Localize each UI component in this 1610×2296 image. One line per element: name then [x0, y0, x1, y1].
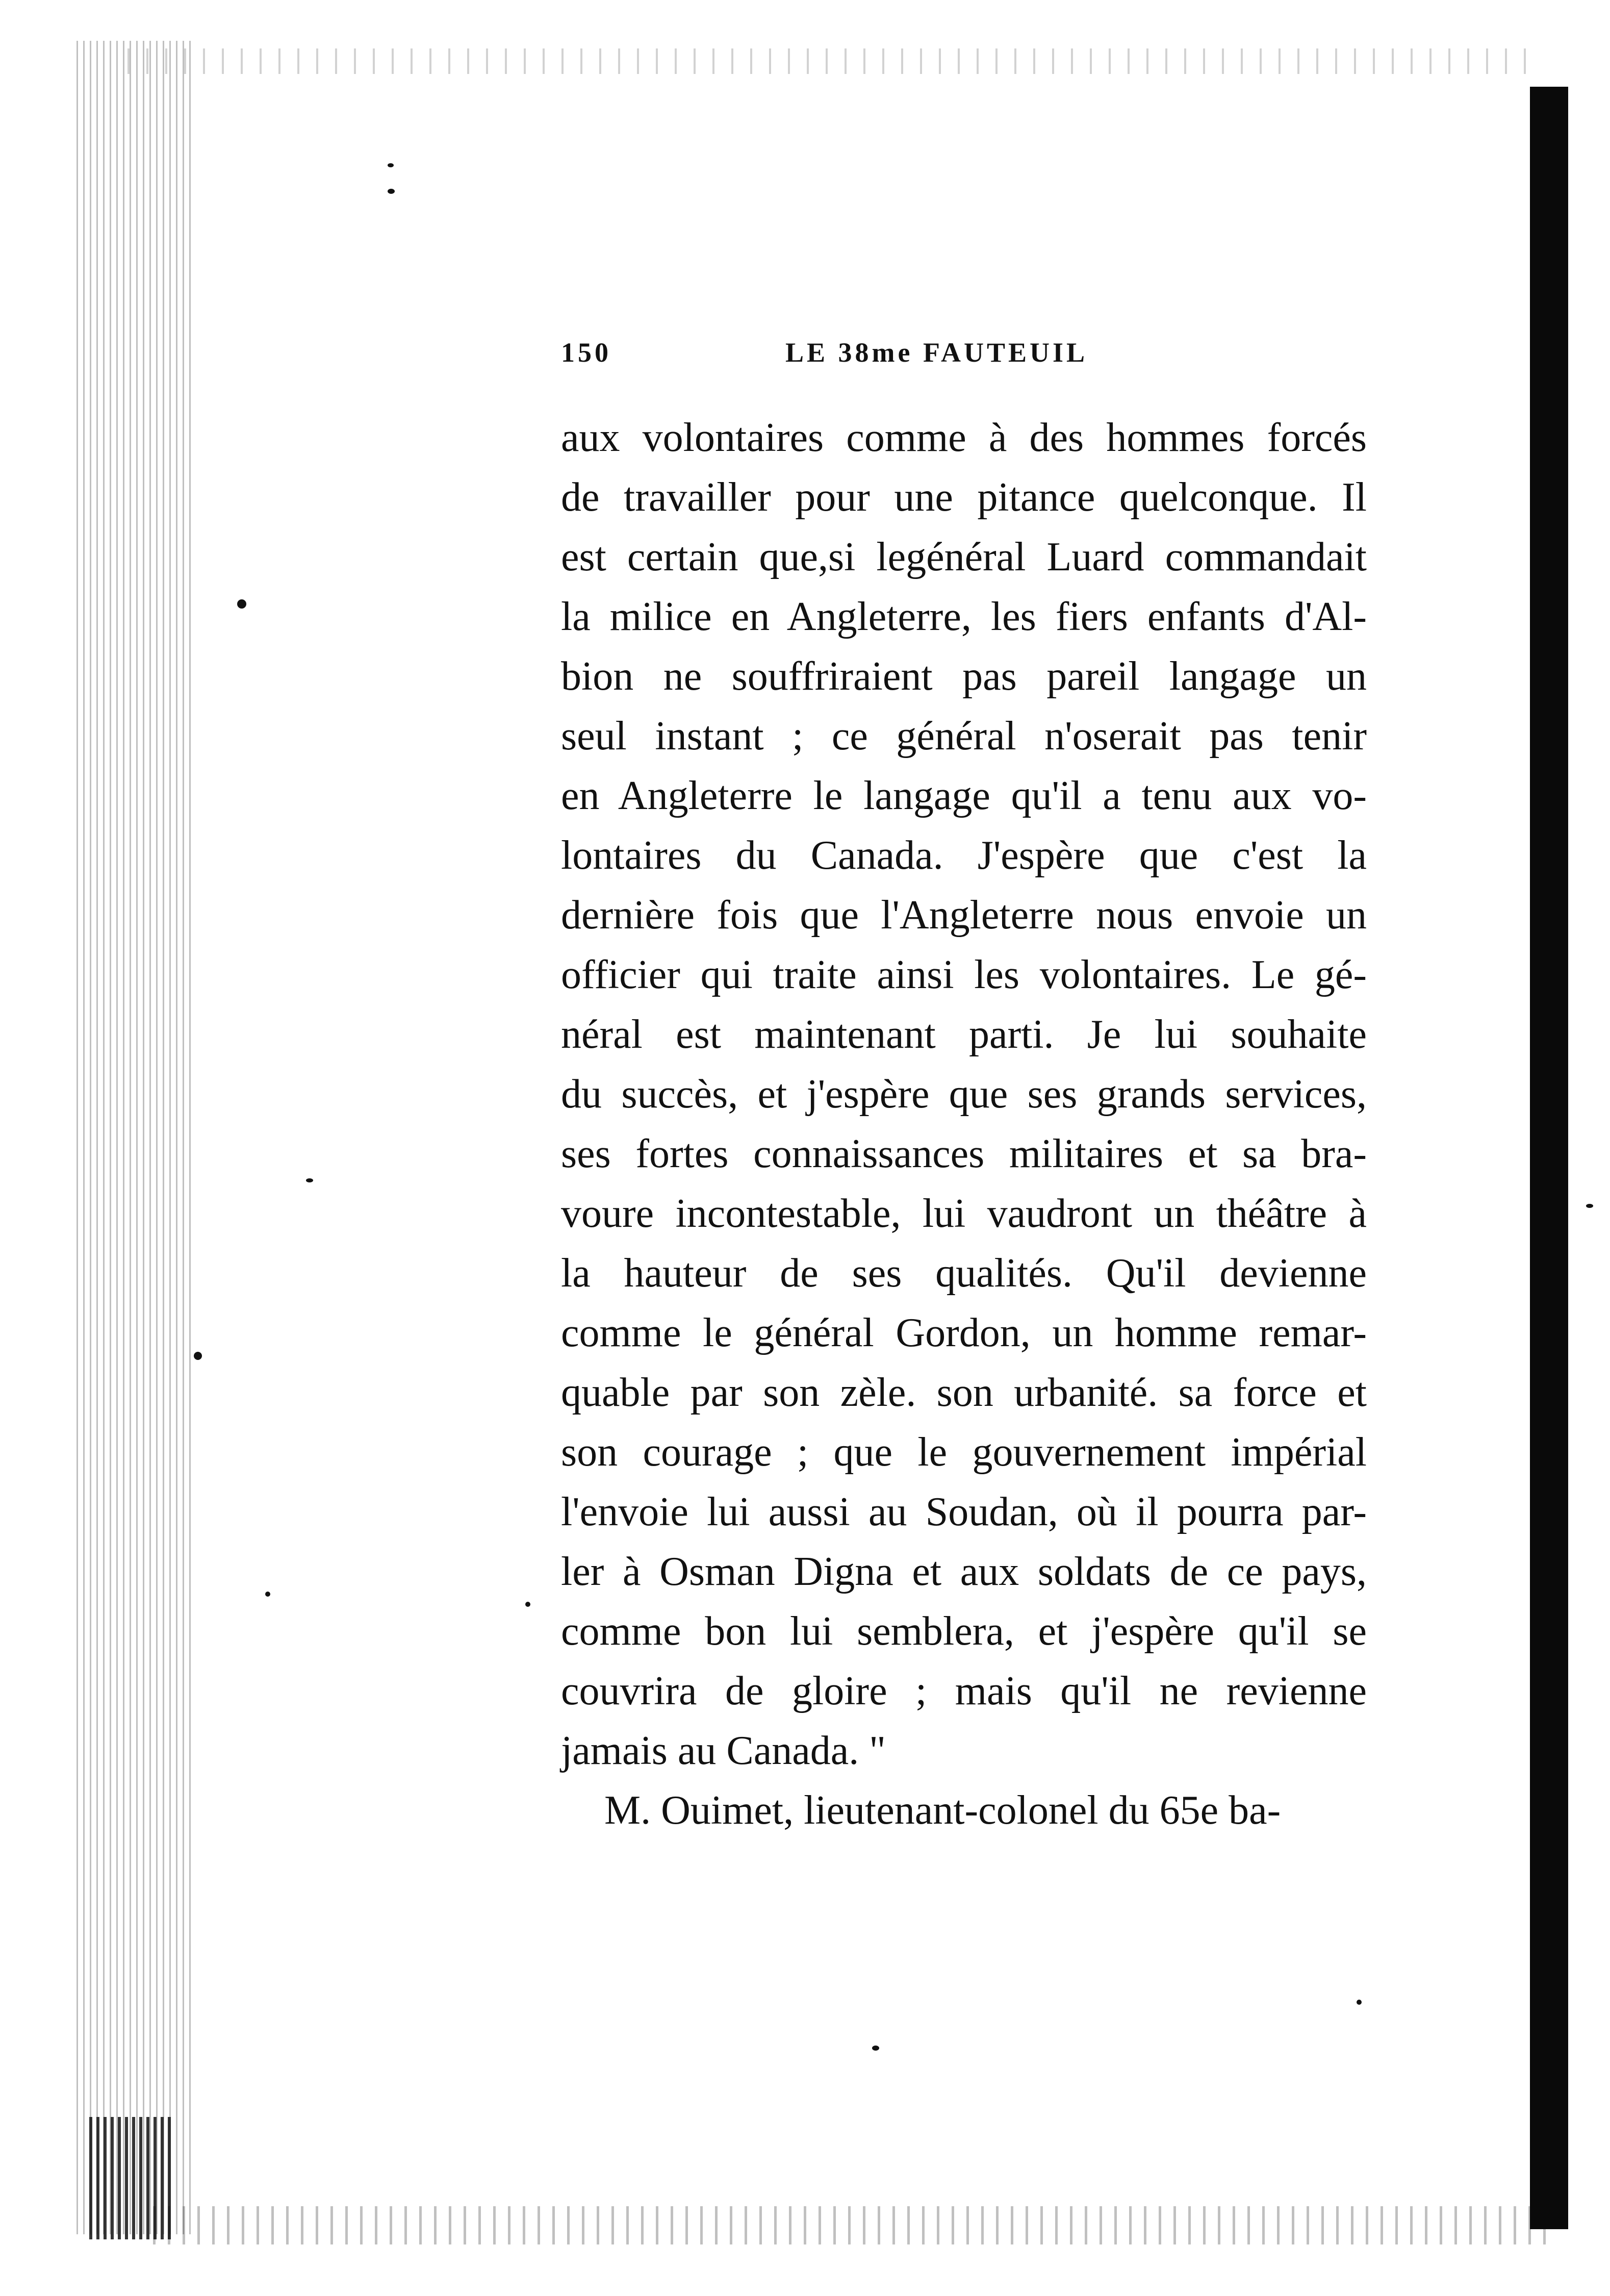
- text-line: jamais au Canada. ": [561, 1728, 886, 1773]
- body-text: [561, 408, 1367, 1840]
- text-line: bion ne souffriraient pas pareil langage un: [561, 654, 1367, 699]
- text-line: officier qui traite ainsi les volontaires. Le gé-: [561, 952, 1367, 997]
- text-line-paragraph-start: M. Ouimet, lieutenant-colonel du 65e ba-: [604, 1788, 1281, 1833]
- page-number: 150: [561, 337, 611, 368]
- text-line: en Angleterre le langage qu'il a tenu aux vo-: [561, 773, 1367, 818]
- page-header: [561, 337, 1132, 377]
- text-line: comme le général Gordon, un homme remar-: [561, 1310, 1367, 1355]
- scan-speck: [388, 189, 395, 194]
- scan-speck: [525, 1602, 530, 1607]
- scan-speck: [1586, 1204, 1593, 1208]
- text-line: seul instant ; ce général n'oserait pas tenir: [561, 714, 1367, 759]
- text-line: du succès, et j'espère que ses grands services,: [561, 1072, 1367, 1117]
- text-line: comme bon lui semblera, et j'espère qu'il se: [561, 1609, 1367, 1654]
- text-line: couvrira de gloire ; mais qu'il ne revienne: [561, 1669, 1367, 1713]
- text-line: son courage ; que le gouvernement impérial: [561, 1430, 1367, 1475]
- text-line: voure incontestable, lui vaudront un théâtre à: [561, 1191, 1367, 1236]
- scan-speck: [872, 2046, 879, 2051]
- scan-speck: [237, 599, 246, 609]
- scan-speck: [1357, 2000, 1362, 2005]
- text-line: la milice en Angleterre, les fiers enfants d'Al-: [561, 594, 1367, 639]
- text-line: ses fortes connaissances militaires et sa bra-: [561, 1131, 1367, 1176]
- text-line: de travailler pour une pitance quelconque. Il: [561, 475, 1367, 520]
- scan-speck: [306, 1178, 313, 1182]
- scan-speck: [265, 1592, 270, 1597]
- text-line: est certain que,si legénéral Luard commandait: [561, 535, 1367, 579]
- scan-dark-right-edge: [1530, 87, 1568, 2229]
- text-line: la hauteur de ses qualités. Qu'il devienne: [561, 1251, 1367, 1296]
- scan-noise-bottom-edge: [153, 2206, 1555, 2244]
- scan-noise-top-edge: [127, 48, 1530, 74]
- scan-noise-left-margin: [76, 41, 194, 2234]
- text-line: quable par son zèle. son urbanité. sa force et: [561, 1370, 1367, 1415]
- scan-speck: [194, 1352, 202, 1360]
- text-line: aux volontaires comme à des hommes forcés: [561, 415, 1367, 460]
- text-line: néral est maintenant parti. Je lui souhaite: [561, 1012, 1367, 1057]
- text-line: dernière fois que l'Angleterre nous envoie un: [561, 893, 1367, 938]
- text-line: lontaires du Canada. J'espère que c'est la: [561, 833, 1367, 878]
- text-line: ler à Osman Digna et aux soldats de ce pays,: [561, 1549, 1367, 1594]
- scan-speck: [388, 163, 394, 167]
- text-line: l'envoie lui aussi au Soudan, où il pourra par-: [561, 1490, 1367, 1534]
- running-title: LE 38me FAUTEUIL: [785, 337, 1088, 368]
